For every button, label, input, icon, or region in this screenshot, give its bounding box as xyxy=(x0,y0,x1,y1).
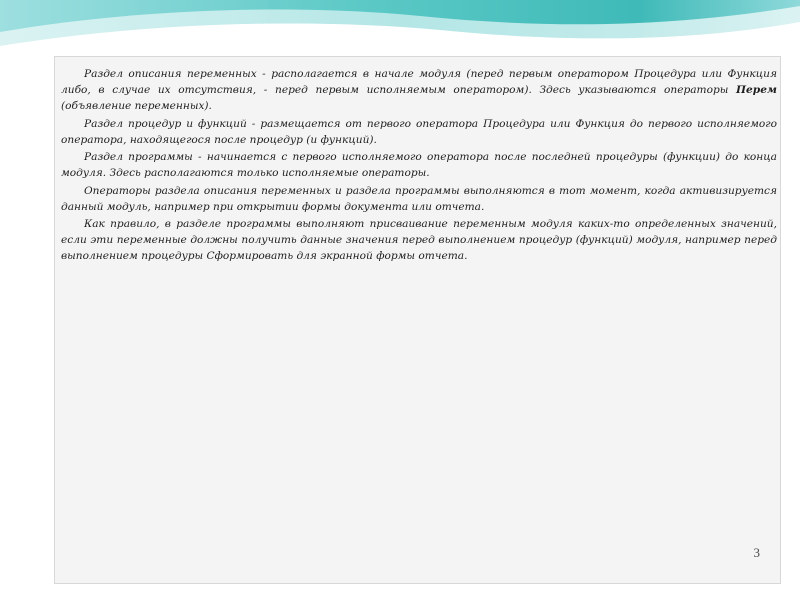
paragraph-text: Раздел описания переменных - располагается в начале модуля (перед первым оператором Процедура или Функция либо, в случае их отсутствия, - перед первым исполняемым оператором). Здесь указываются операторы xyxy=(61,68,777,96)
page-number: 3 xyxy=(753,545,760,560)
paragraph-text: (объявление переменных). xyxy=(61,100,212,112)
keyword-perem: Перем xyxy=(736,84,777,96)
paragraph-program-section: Раздел программы - начинается с первого исполняемого оператора после последней процедуры (функции) до конца модуля. Здесь располагаются только исполняемые операторы. xyxy=(61,151,777,179)
paragraph-variables-section xyxy=(61,66,777,114)
paragraph-execution-moment: Операторы раздела описания переменных и раздела программы выполняются в тот момент, когда активизируется данный модуль, например при открытии формы документа или отчета. xyxy=(61,184,777,213)
paragraph-assignment-note: Как правило, в разделе программы выполняют присваивание переменным модуля каких-то определенных значений, если эти переменные должны получить данные значения перед выполнением процедур (функций) модуля, например перед выполнением процедуры Сформировать для экранной формы отчета. xyxy=(61,218,777,262)
slide-text xyxy=(61,66,777,266)
paragraph-procedures-section: Раздел процедур и функций - размещается от первого оператора Процедура или Функция до первого исполняемого оператора, находящегося после процедур (и функций). xyxy=(61,117,777,146)
